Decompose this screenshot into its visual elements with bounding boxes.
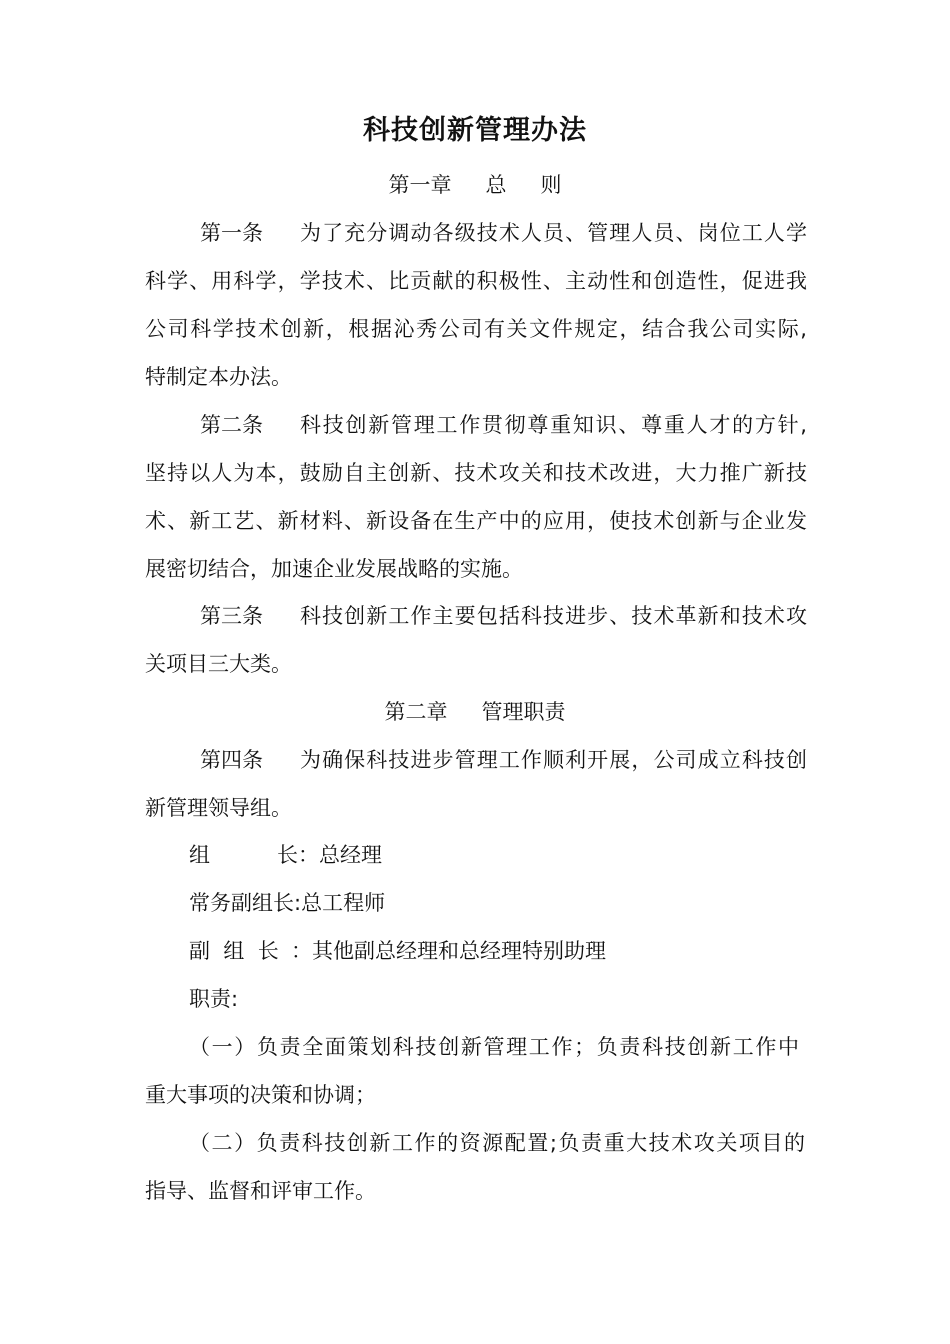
duty-1-line-2: 重大事项的决策和协调；: [145, 1083, 376, 1107]
article-2-line-3: 术、新工艺、新材料、新设备在生产中的应用，使技术创新与企业发: [145, 509, 807, 533]
chapter-2-number: 第二章: [384, 700, 448, 724]
chapter-2-name: 管理职责: [481, 700, 566, 724]
chapter-1-name: 总: [485, 173, 507, 197]
group-leader-label: 组: [189, 843, 210, 867]
article-1-line-3: 公司科学技术创新，根据沁秀公司有关文件规定，结合我公司实际,: [145, 317, 807, 341]
duty-2-line-2: 指导、监督和评审工作。: [145, 1179, 376, 1203]
article-4-line-1: 为确保科技进步管理工作顺利开展，公司成立科技创: [300, 748, 807, 772]
article-1-label: 第一条: [200, 221, 263, 245]
group-deputy-value: ：其他副总经理和总经理特别助理: [291, 939, 606, 963]
chapter-1-heading: [0, 170, 950, 200]
article-2-line-4: 展密切结合，加速企业发展战略的实施。: [145, 557, 523, 581]
article-3-line-2: 关项目三大类。: [145, 652, 292, 676]
article-4-line-2: 新管理领导组。: [145, 796, 292, 820]
article-2-line-2: 坚持以人为本，鼓励自主创新、技术攻关和技术改进，大力推广新技: [145, 461, 807, 485]
article-1-line-1: 为了充分调动各级技术人员、管理人员、岗位工人学: [300, 221, 807, 245]
article-1-line-2: 科学、用科学，学技术、比贡献的积极性、主动性和创造性，促进我: [145, 269, 807, 293]
duty-2-line-1: （二）负责科技创新工作的资源配置;负责重大技术攻关项目的: [189, 1131, 805, 1155]
duties-label: 职责:: [189, 987, 239, 1011]
group-exec-deputy: 常务副组长:总工程师: [189, 891, 386, 915]
article-1-line-4: 特制定本办法。: [145, 365, 292, 389]
group-leader-value: 长：总经理: [277, 843, 382, 867]
article-3-line-1: 科技创新工作主要包括科技进步、技术革新和技术攻: [300, 604, 807, 628]
document-title: 科技创新管理办法: [363, 115, 587, 146]
chapter-1-name-2: 则: [540, 173, 562, 197]
article-4-label: 第四条: [200, 748, 263, 772]
article-3-label: 第三条: [200, 604, 263, 628]
duty-1-line-1: （一）负责全面策划科技创新管理工作；负责科技创新工作中: [189, 1035, 799, 1059]
chapter-2-heading: [0, 697, 950, 727]
group-deputy-label: 副 组 长: [189, 939, 279, 963]
chapter-1-number: 第一章: [388, 173, 452, 197]
article-2-label: 第二条: [200, 413, 263, 437]
article-2-line-1: 科技创新管理工作贯彻尊重知识、尊重人才的方针,: [300, 413, 807, 437]
